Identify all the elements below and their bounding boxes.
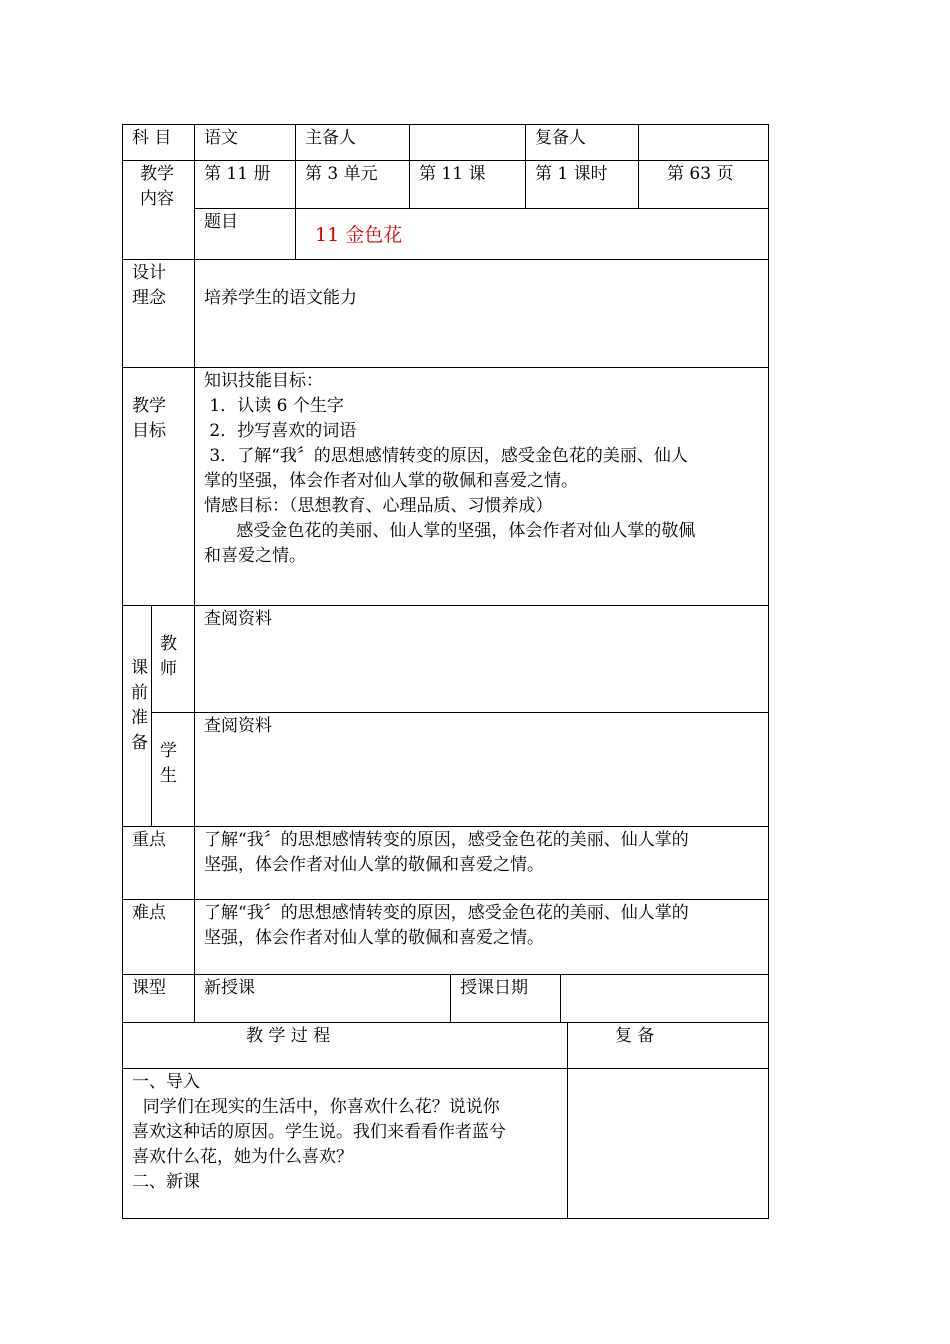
process-line: 一、导入 — [132, 1072, 200, 1092]
goals-line: 感受金色花的美丽、仙人掌的坚强，体会作者对仙人掌的敬佩 — [204, 521, 696, 541]
review-header: 复 备 — [615, 1026, 655, 1046]
main-preparer-label: 主备人 — [305, 128, 356, 148]
prep-label-char: 前 — [131, 683, 148, 703]
goals-label-line2: 目标 — [132, 421, 166, 441]
prep-label-char: 准 — [131, 708, 148, 728]
prep-label-char: 备 — [131, 733, 148, 753]
teacher-label-char: 师 — [160, 659, 177, 679]
goals-label-line1: 教学 — [132, 396, 166, 416]
topic-title: 11 金色花 — [315, 224, 403, 246]
goals-line: 3．了解“我〞的思想感情转变的原因，感受金色花的美丽、仙人 — [204, 446, 688, 466]
key-point-line: 了解“我〞的思想感情转变的原因，感受金色花的美丽、仙人掌的 — [204, 830, 689, 850]
student-prep-text: 查阅资料 — [204, 716, 272, 736]
lesson-type-value: 新授课 — [204, 978, 255, 998]
goals-line: 和喜爱之情。 — [204, 546, 306, 566]
difficulty-line: 坚强，体会作者对仙人掌的敬佩和喜爱之情。 — [204, 928, 544, 948]
prep-label-char: 课 — [131, 658, 148, 678]
subject-label: 科 目 — [132, 128, 172, 148]
goals-line: 情感目标：（思想教育、心理品质、习惯养成） — [204, 496, 553, 516]
process-header: 教 学 过 程 — [246, 1026, 331, 1046]
process-line: 二、新课 — [132, 1172, 200, 1192]
topic-label: 题目 — [204, 212, 238, 232]
content-label-line2: 内容 — [140, 189, 174, 209]
student-label-char: 学 — [160, 741, 177, 761]
goals-line: 掌的坚强，体会作者对仙人掌的敬佩和喜爱之情。 — [204, 471, 578, 491]
process-line: 喜欢什么花，她为什么喜欢？ — [132, 1147, 353, 1167]
teaching-date-label: 授课日期 — [460, 978, 528, 998]
goals-line: 1．认读 6 个生字 — [204, 396, 344, 416]
design-label-line1: 设计 — [132, 263, 166, 283]
process-line: 喜欢这种话的原因。学生说。我们来看看作者蓝兮 — [132, 1122, 506, 1142]
unit-value: 第 3 单元 — [305, 164, 378, 184]
difficulty-label: 难点 — [132, 903, 166, 923]
goals-line: 知识技能目标： — [204, 371, 323, 391]
lesson-type-label: 课型 — [132, 978, 166, 998]
page-number-value: 第 63 页 — [667, 164, 734, 184]
key-point-label: 重点 — [132, 830, 166, 850]
subject-value: 语文 — [204, 128, 238, 148]
design-label-line2: 理念 — [132, 288, 166, 308]
key-point-line: 坚强，体会作者对仙人掌的敬佩和喜爱之情。 — [204, 855, 544, 875]
process-line: 同学们在现实的生活中，你喜欢什么花？说说你 — [132, 1097, 500, 1117]
design-text: 培养学生的语文能力 — [204, 288, 357, 308]
teacher-label-char: 教 — [160, 634, 177, 654]
goals-line: 2．抄写喜欢的词语 — [204, 421, 357, 441]
volume-value: 第 11 册 — [204, 164, 271, 184]
student-label-char: 生 — [160, 766, 177, 786]
re-preparer-label: 复备人 — [535, 128, 586, 148]
period-value: 第 1 课时 — [535, 164, 608, 184]
lesson-value: 第 11 课 — [419, 164, 486, 184]
difficulty-line: 了解“我〞的思想感情转变的原因，感受金色花的美丽、仙人掌的 — [204, 903, 689, 923]
teacher-prep-text: 查阅资料 — [204, 609, 272, 629]
content-label-line1: 教学 — [140, 164, 174, 184]
